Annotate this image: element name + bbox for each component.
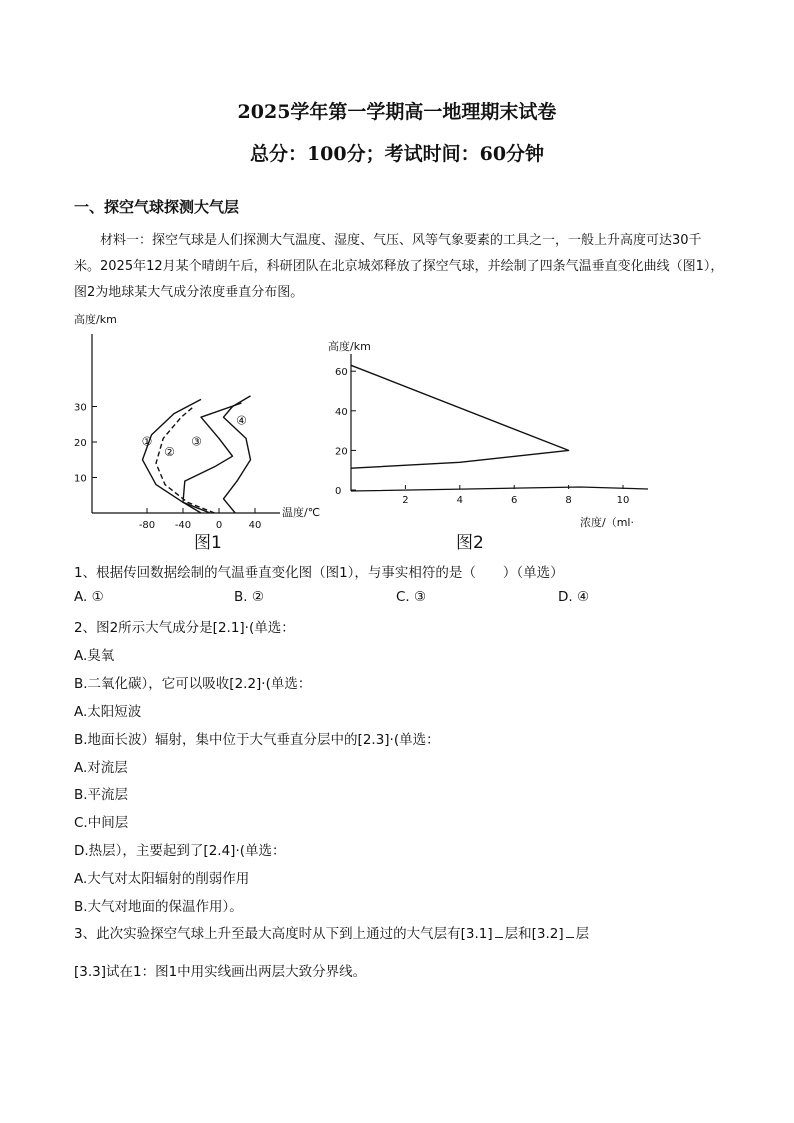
q1-option-d[interactable]: D. ④: [558, 589, 590, 605]
fig1-caption: 图1: [194, 533, 222, 553]
fig1-ylabel: 高度/km: [74, 313, 117, 326]
fig1-curve-1: [143, 399, 211, 513]
fig1-curve-label-2: ②: [164, 445, 175, 460]
exam-subtitle: 总分：100分；考试时间：60分钟: [249, 143, 545, 165]
fig2-ytick-label: 60: [335, 367, 348, 379]
fig1-ytick-label: 30: [74, 402, 87, 414]
fig2-xtick-label: 6: [511, 495, 518, 506]
fig2-xtick-label: 4: [456, 495, 463, 506]
q2-4-option-a[interactable]: A.大气对太阳辐射的削弱作用: [74, 871, 250, 887]
q2-3-option-a[interactable]: A.对流层: [74, 760, 128, 776]
fig1-ytick-label: 10: [74, 473, 87, 485]
fig2-concentration-curve: [351, 365, 569, 468]
q3-text-2: 层和[3.2]: [504, 926, 564, 942]
q3-text-1: 3、此次实验探空气球上升至最大高度时从下到上通过的大气层有[3.1]: [74, 926, 493, 942]
material-text: 材料一：探空气球是人们探测大气温度、湿度、气压、风等气象要素的工具之一，一般上升高度可达30千米。2025年12月某个晴朗午后，科研团队在北京城郊释放了探空气球，并绘制了四条气温垂直变化曲线（图1），图2为地球某大气成分浓度垂直分布图。: [74, 233, 724, 300]
fig2-xtick-label: 2: [402, 495, 409, 506]
q1-option-a[interactable]: A. ①: [74, 589, 104, 605]
exam-title: 2025学年第一学期高一地理期末试卷: [237, 101, 557, 123]
q2-1-option-a[interactable]: A.臭氧: [74, 648, 115, 664]
q1-option-b[interactable]: B. ②: [234, 589, 264, 605]
q1-stem: 1、根据传回数据绘制的气温垂直变化图（图1），与事实相符的是（ ）（单选）: [74, 565, 564, 581]
fig1-curve-label-3: ③: [191, 434, 202, 449]
q1-option-c[interactable]: C. ③: [396, 589, 427, 605]
fig1-xtick-label: -40: [174, 520, 192, 531]
fig2-ylabel: 高度/km: [328, 340, 371, 353]
q2-3-option-b[interactable]: B.平流层: [74, 787, 129, 803]
fig2-xlabel: 浓度/（ml·: [580, 516, 634, 529]
fig2-x-axis: [351, 487, 648, 491]
fig1-ytick-label: 20: [74, 438, 87, 449]
fig1-curve-3: [183, 403, 242, 513]
q2-1-option-b[interactable]: B.二氧化碳），它可以吸收[2.2]·(单选：: [74, 676, 312, 692]
fig1-xtick-label: 0: [215, 520, 223, 531]
fig1-xtick-label: -80: [138, 520, 156, 531]
q3-blank-1[interactable]: [495, 925, 503, 938]
figure-2: [318, 330, 658, 555]
q2-2-option-b[interactable]: B.地面长波）辐射，集中位于大气垂直分层中的[2.3]·(单选：: [74, 732, 440, 748]
q3-text-3: 层: [575, 926, 590, 942]
fig1-curve-label-1: ①: [141, 434, 153, 449]
q2-3-option-d[interactable]: D.热层），主要起到了[2.4]·(单选：: [74, 843, 286, 859]
q2-2-option-a[interactable]: A.太阳短波: [74, 704, 142, 720]
q3-stem: [74, 922, 589, 942]
fig1-xlabel: 温度/℃: [282, 506, 321, 519]
q2-3-option-c[interactable]: C.中间层: [74, 815, 129, 831]
fig2-xtick-label: 10: [616, 495, 630, 506]
q2-stem: 2、图2所示大气成分是[2.1]·(单选：: [74, 620, 295, 636]
section-heading: 一、探空气球探测大气层: [74, 198, 240, 216]
fig2-xtick-label: 8: [565, 495, 572, 506]
fig2-ytick-label: 0: [335, 486, 342, 497]
q2-4-option-b[interactable]: B.大气对地面的保温作用）。: [74, 899, 243, 915]
fig1-curve-label-4: ④: [236, 413, 247, 428]
figure-1: [70, 310, 340, 555]
fig2-ytick-label: 40: [335, 406, 348, 418]
q3-blank-2[interactable]: [566, 925, 574, 938]
fig2-ytick-label: 20: [335, 446, 348, 458]
fig1-xtick-label: 40: [248, 520, 262, 531]
q3-task: [3.3]试在1：图1中用实线画出两层大致分界线。: [74, 964, 367, 980]
fig2-caption: 图2: [456, 533, 484, 553]
